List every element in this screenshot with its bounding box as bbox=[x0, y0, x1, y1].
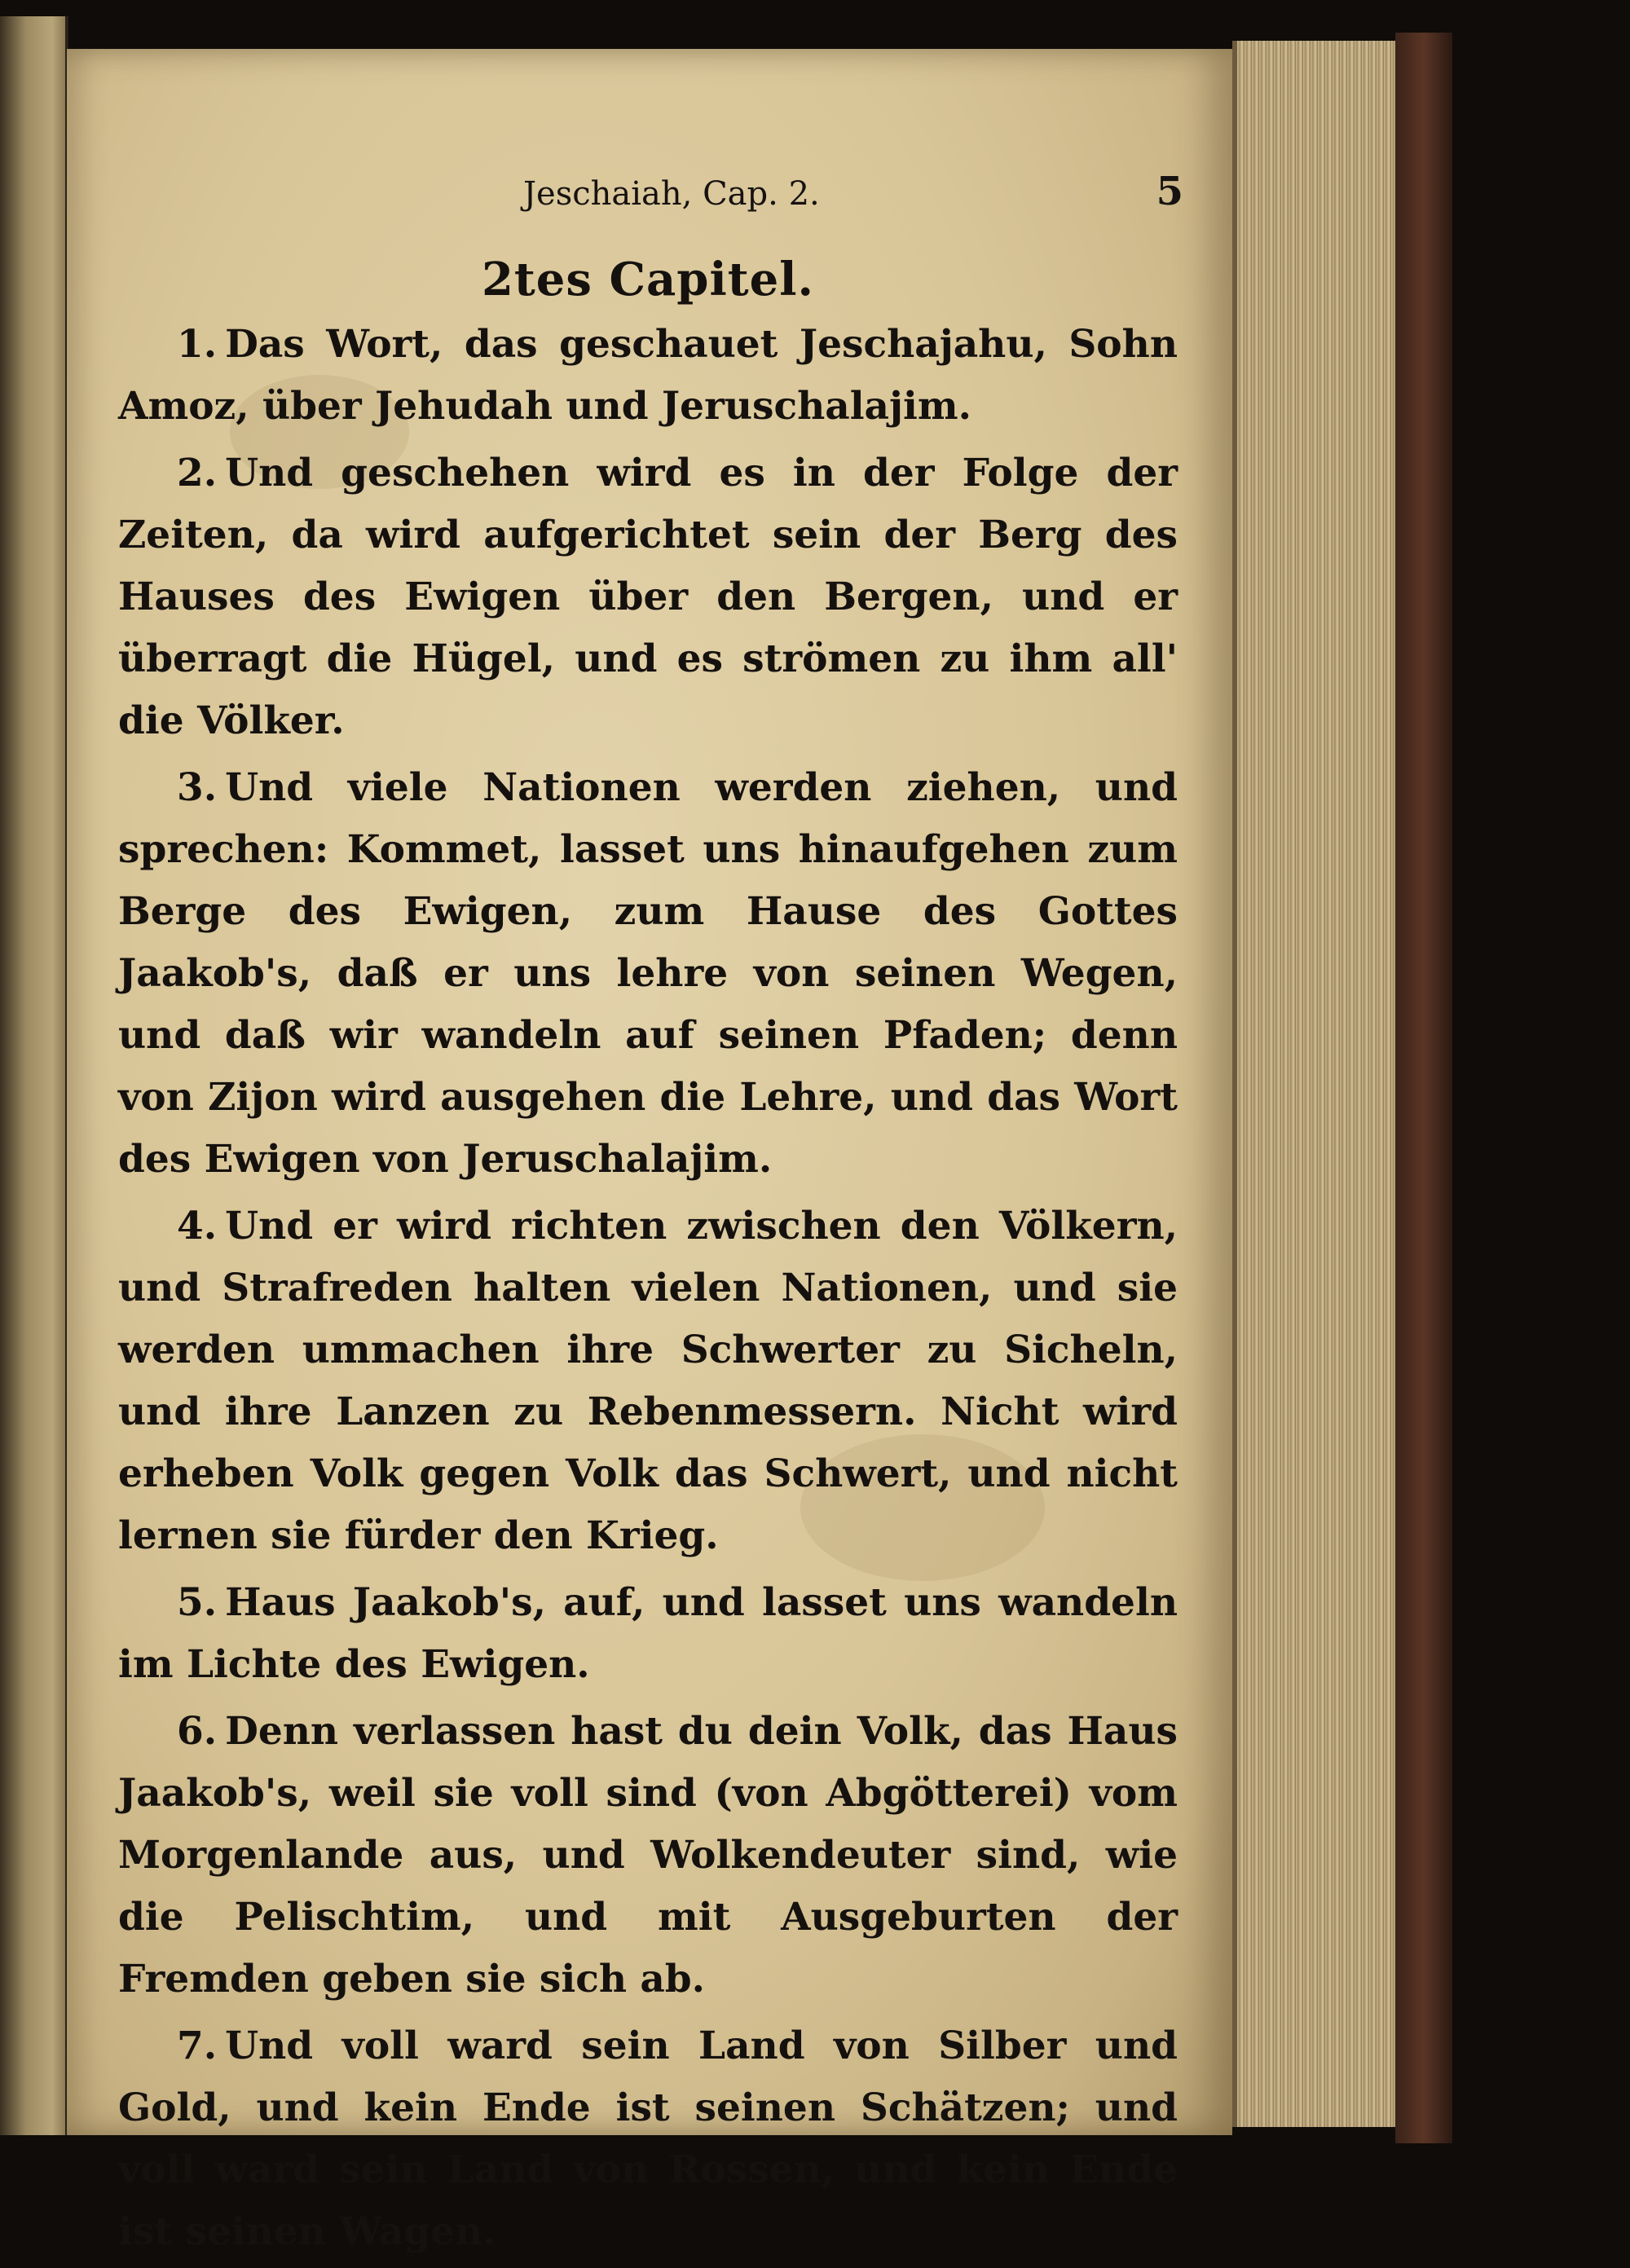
book-cover bbox=[1395, 33, 1452, 2143]
page-number: 5 bbox=[1156, 169, 1183, 214]
verse bbox=[118, 757, 1178, 1191]
verse-number: 3. bbox=[177, 765, 218, 810]
verse-number: 2. bbox=[177, 451, 218, 495]
verse-number: 1. bbox=[177, 322, 218, 367]
verse-number: 7. bbox=[177, 2024, 218, 2068]
verse bbox=[118, 1196, 1178, 1567]
verse-number: 4. bbox=[177, 1204, 218, 1249]
verse-text: Und voll ward sein Land von Silber und Gold, und kein Ende ist seinen Schätzen; und voll ward sein Land von Rossen, und kein Ende ist seinen Wagen. bbox=[118, 2024, 1178, 2254]
page-edges bbox=[1232, 41, 1400, 2127]
verse bbox=[118, 2015, 1178, 2263]
verse-number: 6. bbox=[177, 1709, 218, 1754]
page-text bbox=[118, 249, 1178, 2268]
verse-number: 5. bbox=[177, 1580, 218, 1625]
page-header bbox=[67, 169, 1183, 224]
verse bbox=[118, 314, 1178, 438]
chapter-heading: 2tes Capitel. bbox=[481, 253, 815, 306]
verse-text: Denn verlassen hast du dein Volk, das Haus Jaakob's, weil sie voll sind (von Abgötterei) vom Morgenlande aus, und Wolkendeuter sind, wie die Pelischtim, und mit Ausgeburten der Fremden geben sie sich ab. bbox=[118, 1709, 1178, 2002]
verse bbox=[118, 443, 1178, 752]
running-title: Jeschaiah, Cap. 2. bbox=[523, 175, 820, 213]
verse-text: Das Wort, das geschauet Jeschajahu, Sohn Amoz, über Jehudah und Jeruschalajim. bbox=[118, 322, 1178, 429]
verse-text: Haus Jaakob's, auf, und lasset uns wandeln im Lichte des Ewigen. bbox=[118, 1580, 1178, 1687]
verse-text: Und geschehen wird es in der Folge der Zeiten, da wird aufgerichtet sein der Berg des Hauses des Ewigen über den Bergen, und er überragt die Hügel, und es strömen zu ihm all' die Völker. bbox=[118, 451, 1178, 743]
verse bbox=[118, 1701, 1178, 2010]
verse-text: Und viele Nationen werden ziehen, und sprechen: Kommet, lasset uns hinaufgehen zum Berge des Ewigen, zum Hause des Gottes Jaakob's, daß er uns lehre von seinen Wegen, und daß wir wandeln auf seinen Pfaden; denn von Zijon wird ausgehen die Lehre, und das Wort des Ewigen von Jeruschalajim. bbox=[118, 765, 1178, 1182]
verse-text: Und er wird richten zwischen den Völkern, und Strafreden halten vielen Nationen, und sie werden ummachen ihre Schwerter zu Sicheln, und ihre Lanzen zu Rebenmessern. Nicht wird erheben Volk gegen Volk das Schwert, und nicht lernen sie fürder den Krieg. bbox=[118, 1204, 1178, 1558]
verse bbox=[118, 1572, 1178, 1696]
facing-page-edge bbox=[0, 16, 68, 2135]
